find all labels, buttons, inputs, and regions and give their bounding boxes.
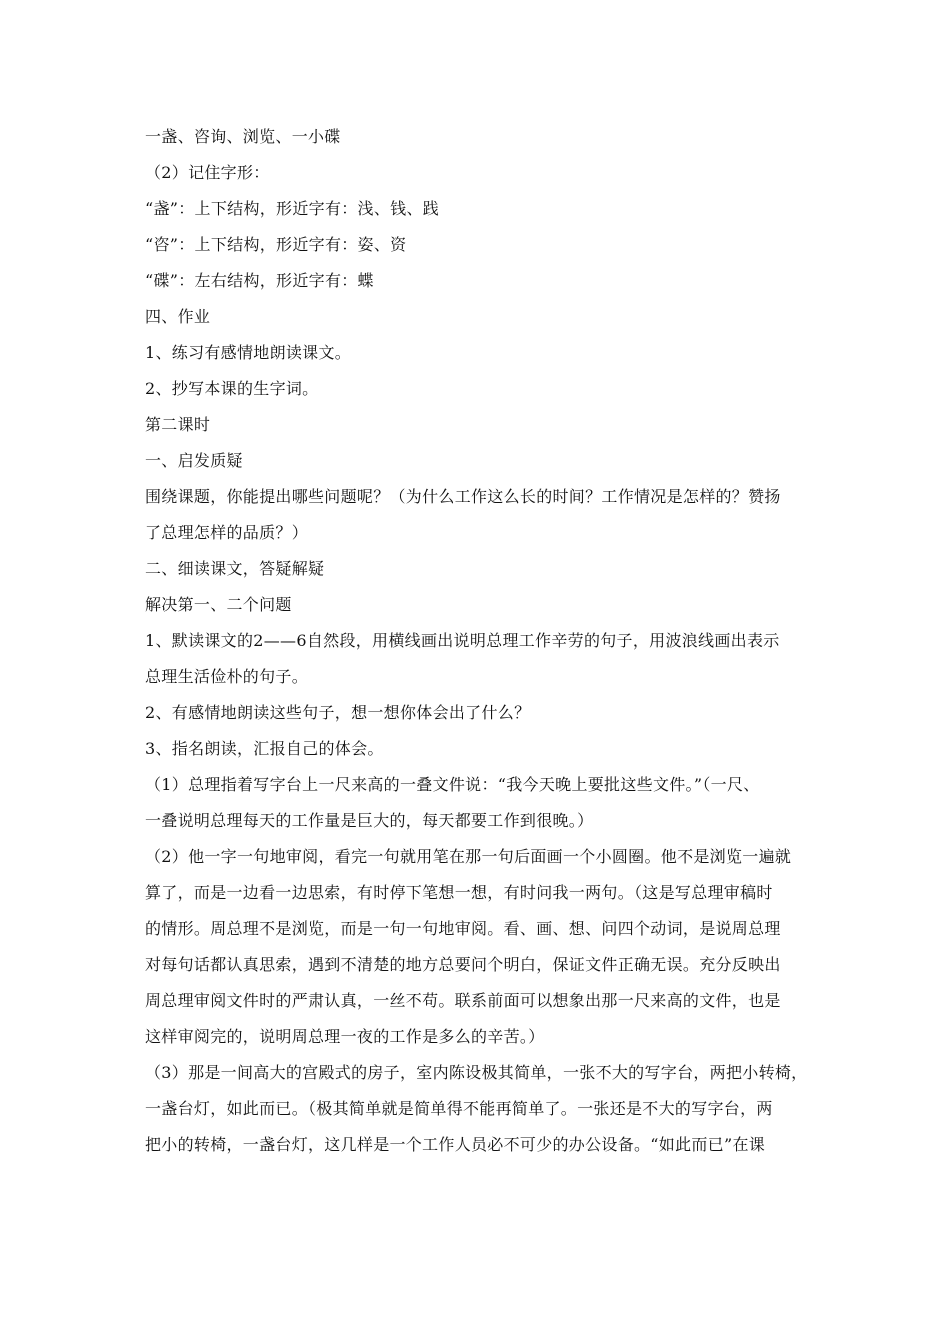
lesson-heading: 第二课时 <box>145 415 211 434</box>
text-line: 1、练习有感情地朗读课文。 <box>145 343 352 362</box>
text-line: 一盏台灯，如此而已。（极其简单就是简单得不能再简单了。一张还是不大的写字台，两 <box>145 1099 773 1118</box>
text-line: 把小的转椅，一盏台灯，这几样是一个工作人员必不可少的办公设备。“如此而已”在课 <box>145 1135 766 1154</box>
text-line: 2、抄写本课的生字词。 <box>145 379 319 398</box>
text-line: 这样审阅完的，说明周总理一夜的工作是多么的辛苦。） <box>145 1027 545 1046</box>
text-line: 算了，而是一边看一边思索，有时停下笔想一想，有时问我一两句。（这是写总理审稿时 <box>145 883 773 902</box>
text-line: 围绕课题，你能提出哪些问题呢？（为什么工作这么长的时间？工作情况是怎样的？赞扬 <box>145 487 781 506</box>
text-line: 的情形。周总理不是浏览，而是一句一句地审阅。看、画、想、问四个动词，是说周总理 <box>145 919 781 938</box>
text-line: （3）那是一间高大的宫殿式的房子，室内陈设极其简单，一张不大的写字台，两把小转椅， <box>145 1063 808 1082</box>
text-line: 对每句话都认真思索，遇到不清楚的地方总要问个明白，保证文件正确无误。充分反映出 <box>145 955 781 974</box>
text-line: （2）记住字形： <box>145 163 270 182</box>
text-line: 周总理审阅文件时的严肃认真，一丝不苟。联系前面可以想象出那一尺来高的文件，也是 <box>145 991 781 1010</box>
section-heading: 二、细读课文，答疑解疑 <box>145 559 325 578</box>
text-line: 1、默读课文的2——6自然段，用横线画出说明总理工作辛劳的句子，用波浪线画出表示 <box>145 631 780 650</box>
text-line: “盏”：上下结构，形近字有：浅、钱、践 <box>145 199 440 218</box>
text-line: 了总理怎样的品质？） <box>145 523 309 542</box>
text-line: （2）他一字一句地审阅，看完一句就用笔在那一句后面画一个小圆圈。他不是浏览一遍就 <box>145 847 792 866</box>
text-line: 3、指名朗读，汇报自己的体会。 <box>145 739 384 758</box>
text-line: “咨”：上下结构，形近字有：姿、资 <box>145 235 407 254</box>
text-line: 一盏、咨询、浏览、一小碟 <box>145 127 341 146</box>
text-line: 解决第一、二个问题 <box>145 595 292 614</box>
text-line: 一叠说明总理每天的工作量是巨大的，每天都要工作到很晚。） <box>145 811 594 830</box>
section-heading: 一、启发质疑 <box>145 451 243 470</box>
text-line: 总理生活俭朴的句子。 <box>145 667 309 686</box>
text-line: 2、有感情地朗读这些句子，想一想你体会出了什么？ <box>145 703 531 722</box>
text-line: （1）总理指着写字台上一尺来高的一叠文件说：“我今天晚上要批这些文件。”（一尺、 <box>145 775 760 794</box>
document-body <box>145 124 845 1168</box>
section-heading: 四、作业 <box>145 307 211 326</box>
text-line: “碟”：左右结构，形近字有：蝶 <box>145 271 374 290</box>
